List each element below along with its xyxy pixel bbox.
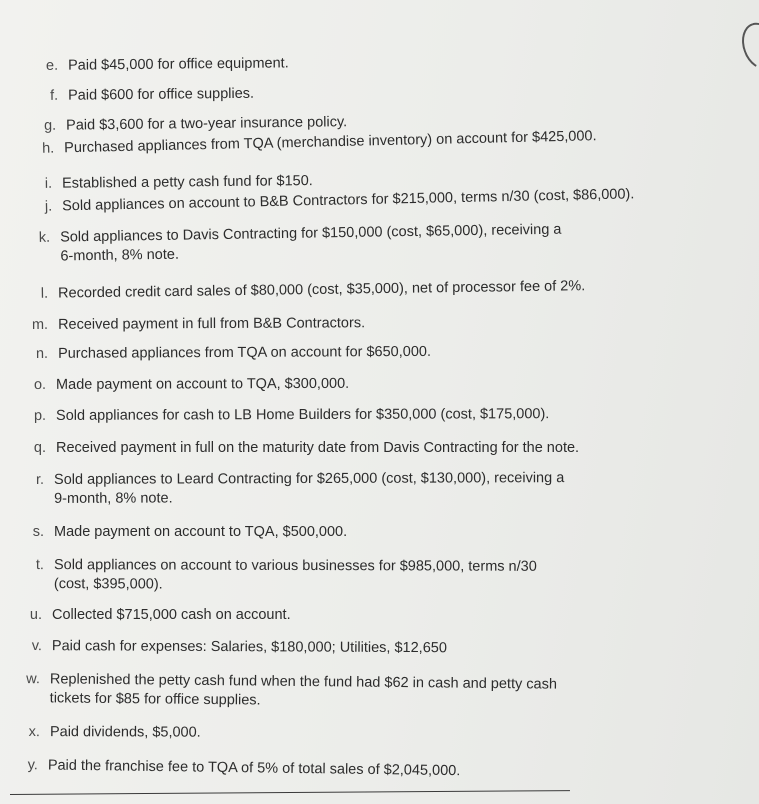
item-letter: l. — [40, 285, 49, 302]
item-line: Purchased appliances from TQA (merchandise inventory) on account for $425,000. — [64, 128, 597, 157]
item-text — [56, 405, 549, 426]
item-letter: s. — [32, 524, 44, 540]
item-line: (cost, $395,000). — [53, 576, 163, 593]
item-line: Paid the franchise fee to TQA of 5% of total sales of $2,045,000. — [47, 757, 461, 780]
item-text — [66, 113, 347, 135]
item-text — [56, 375, 349, 395]
item-line: Received payment in full on the maturity date from Davis Contracting for the note. — [56, 440, 580, 456]
item-text — [50, 670, 557, 713]
item-letter: m. — [31, 316, 49, 333]
item-text — [60, 221, 562, 267]
item-text — [54, 523, 347, 542]
item-line: Paid $3,600 for a two-year insurance policy. — [66, 114, 348, 134]
item-text — [50, 723, 201, 743]
item-line: 6-month, 8% note. — [60, 246, 180, 265]
item-letter: g. — [43, 117, 57, 134]
item-line: Sold appliances to Leard Contracting for $265,000 (cost, $130,000), receiving a — [54, 470, 565, 488]
item-line: Paid cash for expenses: Salaries, $180,000; Utilities, $12,650 — [51, 638, 447, 657]
item-letter: y. — [27, 757, 38, 774]
item-letter: o. — [33, 376, 47, 393]
item-letter: j. — [44, 198, 53, 215]
item-text — [56, 439, 579, 458]
item-letter: t. — [35, 557, 44, 574]
item-text — [58, 277, 585, 303]
item-line: Made payment on account to TQA, $300,000. — [56, 375, 350, 393]
item-letter: u. — [29, 607, 42, 623]
item-line: Sold appliances to Davis Contracting for $150,000 (cost, $65,000), receiving a — [60, 221, 562, 246]
item-line: tickets for $85 for office supplies. — [49, 690, 261, 709]
item-letter: k. — [38, 229, 51, 246]
item-letter: r. — [35, 471, 45, 488]
item-line: Collected $715,000 cash on account. — [52, 607, 291, 623]
item-letter: i. — [44, 175, 53, 192]
item-text — [58, 314, 365, 335]
item-line: Paid $600 for office supplies. — [68, 85, 255, 104]
item-line: Recorded credit card sales of $80,000 (cost, $35,000), net of processor fee of 2%. — [58, 278, 586, 302]
item-letter: h. — [41, 140, 55, 157]
item-line: Made payment on account to TQA, $500,000. — [54, 524, 348, 540]
bottom-rule-divider — [10, 790, 570, 795]
item-line: Paid dividends, $5,000. — [49, 724, 201, 741]
item-text — [54, 469, 564, 509]
item-text — [68, 54, 289, 75]
item-letter: w. — [26, 671, 40, 688]
item-text — [58, 343, 431, 364]
item-line: Paid $45,000 for office equipment. — [68, 55, 289, 74]
page-edge-curl — [736, 18, 759, 75]
item-letter: q. — [33, 440, 46, 456]
item-line: Sold appliances on account to B&B Contractors for $215,000, terms n/30 (cost, $86,000). — [62, 186, 635, 215]
item-text — [52, 637, 447, 658]
item-letter: f. — [49, 87, 59, 104]
item-text — [52, 606, 291, 625]
item-letter: e. — [45, 57, 59, 74]
item-line: Replenished the petty cash fund when the fund had $62 in cash and petty cash — [49, 671, 558, 693]
item-letter: p. — [33, 407, 47, 424]
item-line: Sold appliances for cash to LB Home Builders for $350,000 (cost, $175,000). — [56, 406, 550, 424]
item-text — [48, 756, 461, 781]
item-letter: v. — [31, 638, 42, 655]
item-text — [54, 556, 537, 596]
item-line: 9-month, 8% note. — [54, 490, 173, 507]
item-letter: n. — [35, 345, 49, 362]
item-text — [62, 172, 313, 194]
item-line: Received payment in full from B&B Contractors. — [58, 315, 366, 333]
item-letter: x. — [28, 724, 40, 741]
item-text — [68, 85, 254, 106]
item-line: Established a petty cash fund for $150. — [62, 173, 313, 192]
item-line: Purchased appliances from TQA on account for $650,000. — [58, 343, 432, 362]
item-line: Sold appliances on account to various businesses for $985,000, terms n/30 — [53, 557, 537, 575]
